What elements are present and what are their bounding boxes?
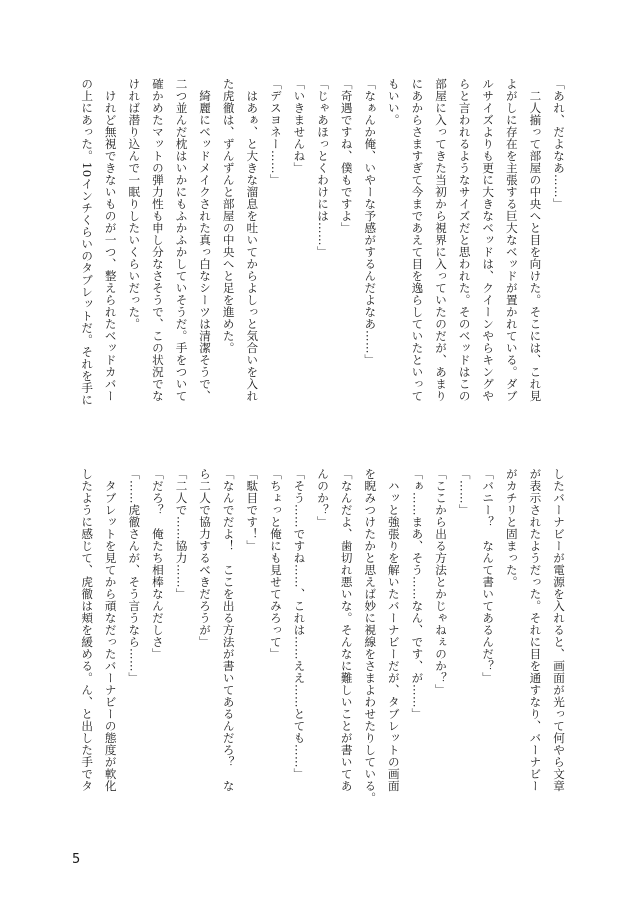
text-line: らと言われるようなサイズだと思われた。そのベッドはこの xyxy=(457,78,472,402)
text-line: 「あれ、だよなあ……」 xyxy=(552,78,566,210)
lower-text-block xyxy=(70,468,570,830)
text-line: ハッと強張りを解いたバーナビーだが、タブレットの画面 xyxy=(386,468,401,792)
text-line: 「なんでだよ！ ここを出る方法が書いてあるんだろ？ な xyxy=(221,468,236,792)
text-line: 「二人で……協力……」 xyxy=(174,468,189,600)
text-line: はあぁ、と大きな溜息を吐いてからよしっと気合いを入れ xyxy=(245,78,260,402)
text-line: ルサイズよりも更に大きなベッドは、クイーンやらキングや xyxy=(481,78,496,402)
text-line: したように感じて、虎徹は頬を緩める。ん、と出した手でタ xyxy=(80,468,95,792)
page-number: 5 xyxy=(72,852,81,867)
text-line: したバーナビーが電源を入れると、画面が光って何やら文章 xyxy=(552,468,566,792)
text-line: よがしに存在を主張する巨大なベッドが置かれている。ダブ xyxy=(504,78,519,402)
text-line: 部屋に入ってきた当初から視界に入っていたのだが、あまり xyxy=(434,78,449,402)
text-line: 「そう……ですね……、これは……ええ……とても……」 xyxy=(292,468,307,780)
text-line: 「なんだよ、歯切れ悪いな。そんなに難しいことが書いてあ xyxy=(339,468,354,792)
text-line: 「じゃあほっとくわけには……」 xyxy=(316,78,331,258)
text-line: 「バニー？ なんて書いてあるんだ？」 xyxy=(481,468,496,684)
text-line: 「だろ？ 俺たち相棒なんだしさ」 xyxy=(150,468,165,660)
text-line: けれど無視できないものが一つ、整えられたベッドカバー xyxy=(103,78,118,402)
text-line: ら二人で協力するべきだろうが」 xyxy=(198,468,213,648)
text-line: 「……」 xyxy=(457,468,472,516)
text-line: もいい。 xyxy=(386,78,401,126)
text-line: 確かめたマットの弾力性も申し分なさそうで、この状況でな xyxy=(150,78,165,402)
text-line: んのか？」 xyxy=(316,468,331,528)
text-line: 綺麗にベッドメイクされた真っ白なシーツは清潔そうで、 xyxy=(198,78,213,402)
text-line: タブレットを見てから頑なだったバーナビーの態度が軟化 xyxy=(103,468,118,792)
text-line: 「ぁ……まあ、そう……なん、です、が……」 xyxy=(410,468,425,720)
text-line: 二人揃って部屋の中央へと目を向けた。そこには、これ見 xyxy=(528,78,543,402)
text-line: 「ここから出る方法とかじゃねぇのか？」 xyxy=(434,468,449,696)
text-line: 「デスヨネー……」 xyxy=(268,78,283,186)
text-line: の上にあった。10インチくらいのタブレットだ。それを手に xyxy=(80,78,95,406)
text-line: 「いきませんね」 xyxy=(292,78,307,174)
text-line: 「……虎徹さんが、そう言うなら……」 xyxy=(127,468,142,684)
text-line: 「ちょっと俺にも見せてみろって」 xyxy=(268,468,283,660)
text-line: がカチリと固まった。 xyxy=(504,468,519,588)
text-line: にあからさますぎて今まであえて目を逸らしていたといって xyxy=(410,78,425,402)
text-line: た虎徹は、ずんずんと部屋の中央へと足を進めた。 xyxy=(221,78,236,354)
text-line: が表示されたようだった。それに目を通すなり、バーナビー xyxy=(528,468,543,792)
text-line: 「奇遇ですね、僕もですよ」 xyxy=(339,78,354,234)
text-line: 二つ並んだ枕はいかにもふかふかしていそうだ。手をついて xyxy=(174,78,189,402)
text-line: 「駄目です！」 xyxy=(245,468,260,552)
text-line: 「なぁんか俺、いやーな予感がするんだよなあ……」 xyxy=(363,78,378,366)
upper-text-block xyxy=(70,78,570,440)
text-line: ければ潜り込んで一眠りしたいくらいだった。 xyxy=(127,78,142,330)
text-line: を睨みつけたかと思えば妙に視線をさまよわせたりしている。 xyxy=(363,468,378,804)
